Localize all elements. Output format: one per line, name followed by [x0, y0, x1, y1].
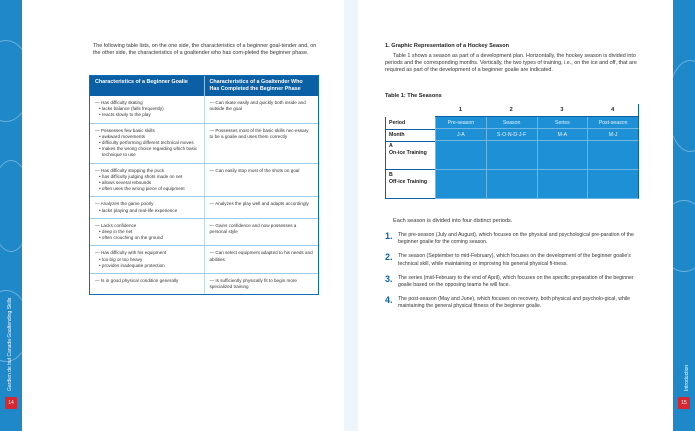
- season-number: 3: [537, 104, 588, 117]
- list-item: [385, 232, 640, 246]
- training-cell: [486, 170, 537, 199]
- season-number: 2: [486, 104, 537, 117]
- right-page-number: 15: [678, 397, 690, 409]
- off-ice-training-row: [385, 170, 639, 199]
- training-name: On-ice Training: [389, 149, 427, 156]
- list-number: 1.: [385, 231, 393, 241]
- training-cell: [486, 141, 537, 170]
- characteristic-bullet: • deep in the net: [99, 229, 133, 235]
- table-row: [90, 273, 318, 294]
- characteristic-lead: — Is in good physical condition generally: [95, 278, 179, 284]
- table-row: [90, 196, 318, 217]
- characteristic-lead: — Has difficulty skating: [95, 100, 143, 105]
- season-number: 1: [435, 104, 486, 117]
- characteristics-table: [89, 75, 319, 295]
- divided-text: Each season is divided into four distinct periods.: [393, 218, 513, 224]
- period-cell: Pre-season: [435, 117, 486, 129]
- characteristic-bullet: • reacts slowly to the play: [99, 112, 151, 118]
- month-label: Month: [385, 129, 435, 142]
- training-cell: [435, 141, 486, 170]
- training-letter: A: [389, 143, 393, 149]
- characteristic-bullet: • makes the wrong choice regarding which basic technique to use: [99, 146, 198, 158]
- month-cell: J-A: [435, 129, 486, 141]
- empty-corner: [385, 104, 435, 117]
- left-side-title: Gardien de but Canada Goaltending Skills: [7, 297, 13, 391]
- list-text: The series (mid-February to the end of April), which focuses on the specific preparation of the beginner goalie based on the opposing teams he will face.: [398, 274, 634, 289]
- characteristic-lead: — Has difficulty stopping the puck: [95, 167, 165, 173]
- characteristic-bullet: • lacks balance (falls frequently): [99, 106, 164, 112]
- section-title: 1. Graphic Representation of a Hockey Season: [385, 43, 510, 49]
- header-beginner: Characteristics of a Beginner Goalie: [90, 76, 205, 96]
- beginner-characteristic: [90, 219, 205, 246]
- characteristic-bullet: • awkward movements: [99, 133, 146, 139]
- header-completed: Characteristics of a Goaltender Who Has Completed the Beginner Phase: [209, 79, 303, 92]
- period-label: Period: [385, 117, 435, 130]
- completed-characteristic: — Is sufficiently physically fit to begin more specialized training: [209, 278, 297, 290]
- completed-characteristic: — Can skate easily and quickly both inside and outside the goal: [209, 100, 306, 112]
- list-number: 2.: [385, 252, 393, 263]
- list-item: [385, 253, 640, 267]
- on-ice-training-label: [385, 141, 435, 170]
- table-body: [90, 96, 318, 294]
- table-row: [90, 123, 318, 163]
- characteristic-lead: — Possesses few basic skills: [95, 127, 155, 133]
- completed-characteristic: — Possesses most of the basic skills nec-essary to be a goalie and uses them correctly: [209, 127, 309, 139]
- characteristic-bullet: • provides inadequate protection: [99, 262, 165, 268]
- season-number: 4: [587, 104, 639, 117]
- intro-text: The following table lists, on the one side, the characteristics of a beginner goal-tender and, on the other side, the characteristics of a goaltender who has com-pleted the beginner phase.: [93, 43, 317, 57]
- period-cell: Post-season: [587, 117, 639, 129]
- table-row: [90, 245, 318, 273]
- on-ice-training-row: [385, 141, 639, 170]
- completed-characteristic: — Analyzes the play well and adapts accordingly: [209, 201, 309, 207]
- characteristic-bullet: • often uses the wrong piece of equipment: [99, 186, 185, 192]
- section-body-text: Table 1 shows a season as part of a development plan. Horizontally, the hockey season is divided into periods and the corresponding months. Vertically, the two types of training, i.e., on the ice and off, that are required as part of the development of a beginner goalie are indicated.: [385, 53, 637, 74]
- list-text: The pre-season (July and August), which focuses on the physical and psychological pre-paration of the beginner goalie for the coming season.: [398, 232, 634, 246]
- table-row: [90, 96, 318, 123]
- beginner-characteristic: [90, 124, 205, 163]
- month-cell: S-O-N-D-J-F: [486, 129, 537, 141]
- completed-characteristic: — Can select equipment adapted to his needs and abilities: [209, 250, 313, 262]
- numbered-list: [385, 232, 640, 318]
- training-cell: [587, 170, 639, 199]
- period-row: [385, 117, 639, 129]
- decorative-swirl: [0, 290, 30, 362]
- beginner-characteristic: [90, 274, 205, 294]
- completed-characteristic: — Gains confidence and now possesses a personal style: [209, 222, 297, 235]
- list-item: [385, 296, 640, 310]
- list-text: The post-season (May and June), which focuses on recovery, both physical and psycholo-gical, while maintaining the general physical fitness of the beginner goalie.: [398, 296, 631, 310]
- intro-paragraph: [93, 43, 321, 58]
- characteristic-bullet: • lacks playing and real-life experience: [99, 207, 178, 213]
- training-letter: B: [389, 172, 393, 178]
- decorative-swirl: [0, 40, 32, 122]
- characteristic-bullet: • difficulty performing different technical moves: [99, 140, 194, 146]
- decorative-swirl: [659, 200, 695, 272]
- characteristic-bullet: • allows several rebounds: [99, 180, 152, 186]
- left-page-number: 14: [5, 397, 17, 409]
- period-cell: Series: [537, 117, 588, 129]
- characteristic-bullet: • has difficulty judging shots made on net: [99, 173, 183, 179]
- decorative-swirl: [0, 160, 32, 252]
- training-cell: [537, 170, 588, 199]
- section-body: [385, 53, 640, 75]
- completed-characteristic: — Can easily stop most of the shots on goal: [209, 167, 300, 173]
- training-cell: [435, 170, 486, 199]
- training-cell: [537, 141, 588, 170]
- month-cell: M-A: [537, 129, 588, 141]
- table-row: [90, 218, 318, 246]
- beginner-characteristic: [90, 96, 205, 123]
- training-name: Off-ice Training: [389, 178, 428, 185]
- list-number: 4.: [385, 295, 393, 306]
- characteristic-bullet: • too big or too heavy: [99, 256, 143, 262]
- characteristic-lead: — Analyzes the game poorly: [95, 201, 154, 207]
- list-text: The season (September to mid-February), which focuses on the development of the beginner goalie’s technical skill, while maintaining or improving his general physical fi-tness.: [398, 253, 631, 267]
- table-row: [90, 163, 318, 197]
- month-row: [385, 129, 639, 141]
- list-number: 3.: [385, 273, 393, 284]
- characteristic-lead: — Lacks confidence: [95, 222, 137, 228]
- decorative-swirl: [667, 60, 695, 152]
- table-header: [90, 76, 318, 96]
- off-ice-training-label: [385, 170, 435, 199]
- characteristic-lead: — Has difficulty with his equipment: [95, 250, 167, 256]
- beginner-characteristic: [90, 246, 205, 273]
- book-spine: [344, 0, 358, 431]
- list-item: [385, 275, 640, 289]
- beginner-characteristic: [90, 164, 205, 197]
- right-side-title: Introduction: [684, 364, 690, 391]
- training-cell: [587, 141, 639, 170]
- beginner-characteristic: [90, 197, 205, 217]
- seasons-number-row: [385, 104, 639, 117]
- period-cell: Season: [486, 117, 537, 129]
- characteristic-bullet: • often crouching on the ground: [99, 235, 163, 241]
- seasons-table: [385, 104, 639, 199]
- table-title: Table 1: The Seasons: [385, 93, 442, 99]
- month-cell: M-J: [587, 129, 639, 141]
